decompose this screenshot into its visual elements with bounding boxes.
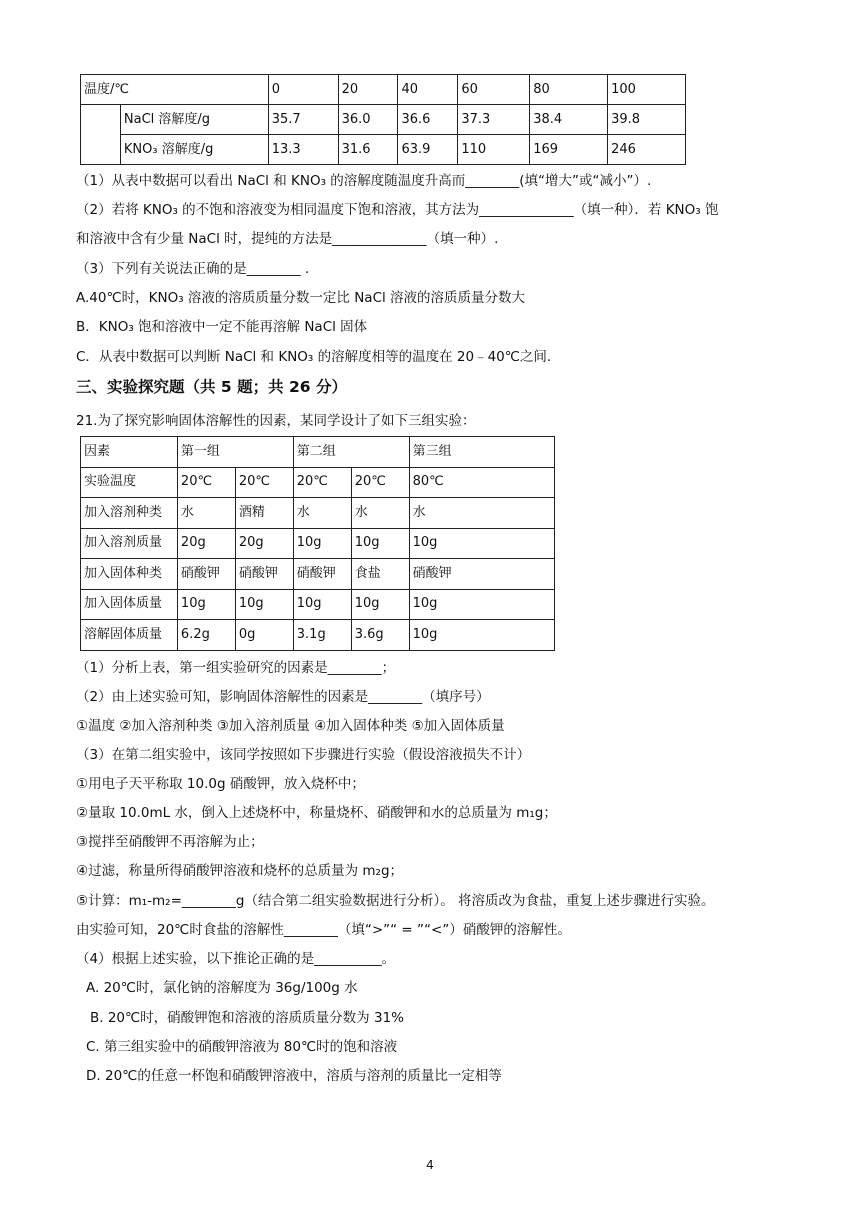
q20-part1: （1）从表中数据可以看出 NaCl 和 KNO₃ 的溶解度随温度升高而________(填“增大”或“减小”）. [76,173,652,189]
table-cell: NaCl 溶解度/g [120,105,268,135]
q21-intro: 21.为了探究影响固体溶解性的因素，某同学设计了如下三组实验： [76,413,476,429]
table-cell: 10g [409,620,554,651]
table-cell: KNO₃ 溶解度/g [120,135,268,165]
q21-line: ④过滤，称量所得硝酸钾溶液和烧杯的总质量为 m₂g； [76,863,404,879]
table-cell: 10g [177,589,235,620]
table-cell: 20℃ [177,467,235,498]
q21-option-b: B. 20℃时，硝酸钾饱和溶液的溶质质量分数为 31% [90,1010,404,1026]
table-cell: 100 [608,75,686,105]
table-row [81,135,686,165]
q21-line: （3）在第二组实验中，该同学按照如下步骤进行实验（假设溶液损失不计） [76,747,531,763]
table-cell: 20g [235,528,293,559]
table-cell: 因素 [81,437,178,468]
table-cell: 温度/℃ [81,75,269,105]
table-cell: 40 [398,75,458,105]
table-cell: 10g [293,528,351,559]
table-cell: 10g [293,589,351,620]
table-cell: 6.2g [177,620,235,651]
table-cell: 80℃ [409,467,554,498]
table-cell: 60 [458,75,530,105]
table-cell: 31.6 [338,135,398,165]
table-cell [81,105,121,165]
table-cell: 水 [177,498,235,529]
table-cell: 63.9 [398,135,458,165]
q21-option-c: C. 第三组实验中的硝酸钾溶液为 80℃时的饱和溶液 [86,1039,398,1055]
table-cell: 食盐 [351,559,409,590]
table-cell: 20℃ [235,467,293,498]
table-cell: 246 [608,135,686,165]
q21-line: （1）分析上表，第一组实验研究的因素是________； [76,660,396,676]
q20-part2-line1: （2）若将 KNO₃ 的不饱和溶液变为相同温度下饱和溶液，其方法为______________（填一种）．若 KNO₃ 饱 [76,202,719,218]
q21-line: （2）由上述实验可知，影响固体溶解性的因素是________（填序号） [76,689,490,705]
table-cell: 酒精 [235,498,293,529]
table-cell: 0 [268,75,338,105]
table-row [81,559,555,590]
table-row [81,467,555,498]
table-row [81,528,555,559]
table-cell: 169 [530,135,608,165]
table-cell: 10g [351,528,409,559]
table-cell: 溶解固体质量 [81,620,178,651]
table-cell: 10g [409,528,554,559]
solubility-table [80,74,686,165]
table-cell: 10g [409,589,554,620]
q20-option-b: B．KNO₃ 饱和溶液中一定不能再溶解 NaCl 固体 [76,319,368,335]
table-cell: 加入固体种类 [81,559,178,590]
q20-option-a: A.40℃时，KNO₃ 溶液的溶质质量分数一定比 NaCl 溶液的溶质质量分数大 [76,290,526,306]
q21-line: 由实验可知，20℃时食盐的溶解性________（填“>”“ = ”“<”）硝酸钾的溶解性。 [76,922,571,938]
table-cell: 0g [235,620,293,651]
q21-line: ⑤计算：m₁-m₂=________g（结合第二组实验数据进行分析）。 将溶质改为食盐，重复上述步骤进行实验。 [76,893,715,909]
table-cell: 38.4 [530,105,608,135]
table-row [81,498,555,529]
table-cell: 35.7 [268,105,338,135]
table-cell: 水 [409,498,554,529]
table-cell: 硝酸钾 [409,559,554,590]
table-cell: 37.3 [458,105,530,135]
table-cell: 20℃ [351,467,409,498]
q21-line: ②量取 10.0mL 水，倒入上述烧杯中，称量烧杯、硝酸钾和水的总质量为 m₁g； [76,805,557,821]
table-cell: 20g [177,528,235,559]
q20-part3: （3）下列有关说法正确的是________ . [76,261,310,277]
table-cell: 13.3 [268,135,338,165]
section-title: 三、实验探究题（共 5 题；共 26 分） [76,378,347,396]
q21-option-d: D. 20℃的任意一杯饱和硝酸钾溶液中，溶质与溶剂的质量比一定相等 [86,1068,502,1084]
table-cell: 80 [530,75,608,105]
q20-part2-line2: 和溶液中含有少量 NaCl 时，提纯的方法是______________（填一种）. [76,231,499,247]
page-number: 4 [426,1158,434,1172]
table-cell: 第二组 [293,437,409,468]
table-cell: 3.1g [293,620,351,651]
table-cell: 实验温度 [81,467,178,498]
table-cell: 硝酸钾 [293,559,351,590]
table-cell: 39.8 [608,105,686,135]
table-cell: 36.0 [338,105,398,135]
table-cell: 加入溶剂质量 [81,528,178,559]
table-cell: 3.6g [351,620,409,651]
table-cell: 第三组 [409,437,554,468]
table-cell: 加入固体质量 [81,589,178,620]
table-cell: 水 [293,498,351,529]
table-cell: 110 [458,135,530,165]
table-cell: 水 [351,498,409,529]
table-cell: 硝酸钾 [177,559,235,590]
table-cell: 加入溶剂种类 [81,498,178,529]
table-cell: 硝酸钾 [235,559,293,590]
q21-line: （4）根据上述实验，以下推论正确的是__________。 [76,951,396,967]
table-row [81,105,686,135]
table-cell: 第一组 [177,437,293,468]
q21-line: ③搅拌至硝酸钾不再溶解为止； [76,834,264,850]
table-row [81,589,555,620]
table-cell: 10g [351,589,409,620]
q20-option-c: C．从表中数据可以判断 NaCl 和 KNO₃ 的溶解度相等的温度在 20﹣40℃之间. [76,349,552,365]
q21-option-a: A. 20℃时，氯化钠的溶解度为 36g/100g 水 [86,980,358,996]
table-cell: 36.6 [398,105,458,135]
table-row [81,620,555,651]
experiment-table [80,436,555,651]
q21-line: ①温度 ②加入溶剂种类 ③加入溶剂质量 ④加入固体种类 ⑤加入固体质量 [76,718,505,734]
table-row [81,437,555,468]
table-row [81,75,686,105]
table-cell: 10g [235,589,293,620]
table-cell: 20 [338,75,398,105]
table-cell: 20℃ [293,467,351,498]
q21-line: ①用电子天平称取 10.0g 硝酸钾，放入烧杯中； [76,776,365,792]
